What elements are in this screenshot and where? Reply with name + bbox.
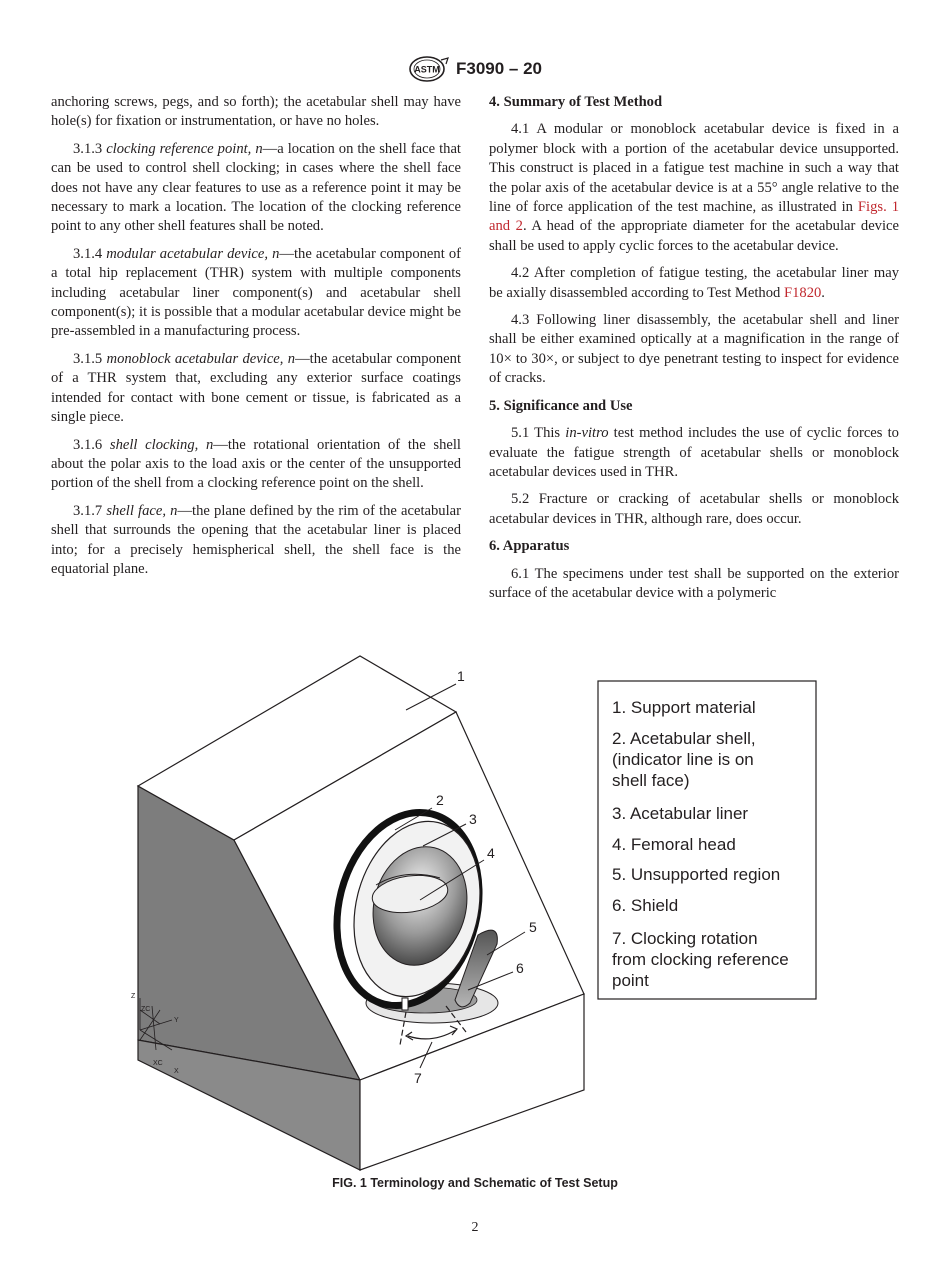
f1820-link[interactable]: F1820 bbox=[783, 284, 822, 301]
legend-item-4: 4. Femoral head bbox=[612, 835, 736, 854]
section-4-heading: 4. Summary of Test Method bbox=[489, 94, 663, 110]
legend-item-5: 5. Unsupported region bbox=[612, 865, 781, 884]
definition-3-1-4: 3.1.4 modular acetabular device, n—the acetabular component of a total hip replacement (THR) system with multiple components including acetabular liner component(s) and acetabular shell component(s); it is possible that a modular acetabular device might be pre-assembled in a manufacturing process. bbox=[51, 245, 461, 340]
legend-item-7: 7. Clocking rotation bbox=[612, 929, 758, 948]
callout-4: 4 bbox=[487, 845, 495, 861]
astm-logo-icon bbox=[408, 56, 450, 82]
axis-y-label: Y bbox=[174, 1017, 179, 1024]
right-column bbox=[489, 93, 899, 611]
legend-item-2-line-2: (indicator line is on bbox=[612, 750, 754, 769]
definition-3-1-7: 3.1.7 shell face, n—the plane defined by the rim of the acetabular shell that surrounds the opening that the acetabular liner is placed into; for a precisely hemispherical shell, the shell face is the equatorial plane. bbox=[51, 502, 461, 577]
term: shell clocking, n bbox=[109, 436, 214, 453]
test-setup-schematic bbox=[120, 640, 840, 1180]
callout-5: 5 bbox=[529, 919, 537, 935]
definition-3-1-3: 3.1.3 clocking reference point, n—a location on the shell face that can be used to control shell clocking; in cases where the shell face does not have any clear features to use as a reference point it may be necessary to mark a location. The location of the clocking reference point to any other shell features shall be noted. bbox=[51, 140, 461, 235]
term: shell face, n bbox=[106, 502, 178, 519]
callout-6: 6 bbox=[516, 960, 524, 976]
legend-item-7-line-2: from clocking reference bbox=[612, 950, 789, 969]
left-column bbox=[51, 93, 461, 587]
document-id: F3090 – 20 bbox=[455, 59, 542, 78]
paragraph-6-1: 6.1 The specimens under test shall be supported on the exterior surface of the acetabular device with a polymeric bbox=[489, 565, 899, 601]
page-header bbox=[0, 56, 950, 82]
callout-2: 2 bbox=[436, 792, 444, 808]
paragraph-4-2: 4.2 After completion of fatigue testing, the acetabular liner may be axially disassembled according to Test Method F1820. bbox=[489, 265, 899, 301]
legend-item-7-line-3: point bbox=[612, 971, 649, 990]
axis-xc-label: XC bbox=[153, 1060, 163, 1067]
callout-7: 7 bbox=[414, 1070, 422, 1086]
legend-item-2-line-3: shell face) bbox=[612, 771, 690, 790]
section-5-heading: 5. Significance and Use bbox=[489, 397, 633, 414]
term: monoblock acetabular device, n bbox=[106, 350, 296, 367]
term: modular acetabular device, n bbox=[106, 245, 280, 262]
term: clocking reference point, n bbox=[106, 140, 263, 157]
paragraph-4-1: 4.1 A modular or monoblock acetabular device is fixed in a polymer block with a portion of the acetabular device unsupported. This construct is placed in a fatigue test machine in such a way that the polar axis of the acetabular device is at a 55° angle relative to the line of force application of the test machine, as illustrated in Figs. 1 and 2. A head of the appropriate diameter for the acetabular device shall be used to apply cyclic forces to the acetabular device. bbox=[489, 121, 900, 254]
axis-zc-label: ZC bbox=[141, 1006, 151, 1013]
callout-1: 1 bbox=[457, 668, 465, 684]
axis-x-label: X bbox=[174, 1068, 179, 1075]
definition-3-1-6: 3.1.6 shell clocking, n—the rotational orientation of the shell about the polar axis to the load axis or the center of the unsupported portion of the shell from a clocking reference point on the shell. bbox=[51, 436, 461, 492]
paragraph-4-3: 4.3 Following liner disassembly, the acetabular shell and liner shall be either examined optically at a magnification in the range of 10× to 30×, or subject to dye penetrant testing to inspect for evidence of cracks. bbox=[489, 312, 899, 387]
figure-caption: FIG. 1 Terminology and Schematic of Test Setup bbox=[332, 1176, 618, 1190]
legend-item-1: 1. Support material bbox=[612, 698, 756, 717]
definition-3-1-5: 3.1.5 monoblock acetabular device, n—the acetabular component of a THR system that, excluding any exterior surface coatings intended for contact with bone cement or tissue, is fabricated as a single piece. bbox=[51, 350, 461, 426]
legend-item-2: 2. Acetabular shell, bbox=[612, 729, 756, 748]
legend-item-6: 6. Shield bbox=[612, 896, 679, 915]
paragraph-continuation: anchoring screws, pegs, and so forth); the acetabular shell may have hole(s) for fixation or instrumentation, or have no holes. bbox=[51, 94, 461, 130]
astm-logo-text: ASTM bbox=[414, 64, 440, 75]
clocking-indicator-mark bbox=[402, 998, 408, 1010]
section-6-heading: 6. Apparatus bbox=[489, 538, 570, 555]
legend-item-3: 3. Acetabular liner bbox=[612, 804, 749, 823]
paragraph-5-1: 5.1 This in-vitro test method includes the use of cyclic forces to evaluate the fatigue strength of acetabular shells or monoblock acetabular devices used in THR. bbox=[489, 425, 899, 480]
paragraph-5-2: 5.2 Fracture or cracking of acetabular shells or monoblock acetabular devices in THR, although rare, does occur. bbox=[489, 491, 899, 527]
axis-z-label: Z bbox=[131, 993, 136, 1000]
callout-3: 3 bbox=[469, 811, 477, 827]
page-number: 2 bbox=[471, 1220, 479, 1235]
figs-1-2-link[interactable]: Figs. 1 and 2 bbox=[489, 199, 900, 235]
